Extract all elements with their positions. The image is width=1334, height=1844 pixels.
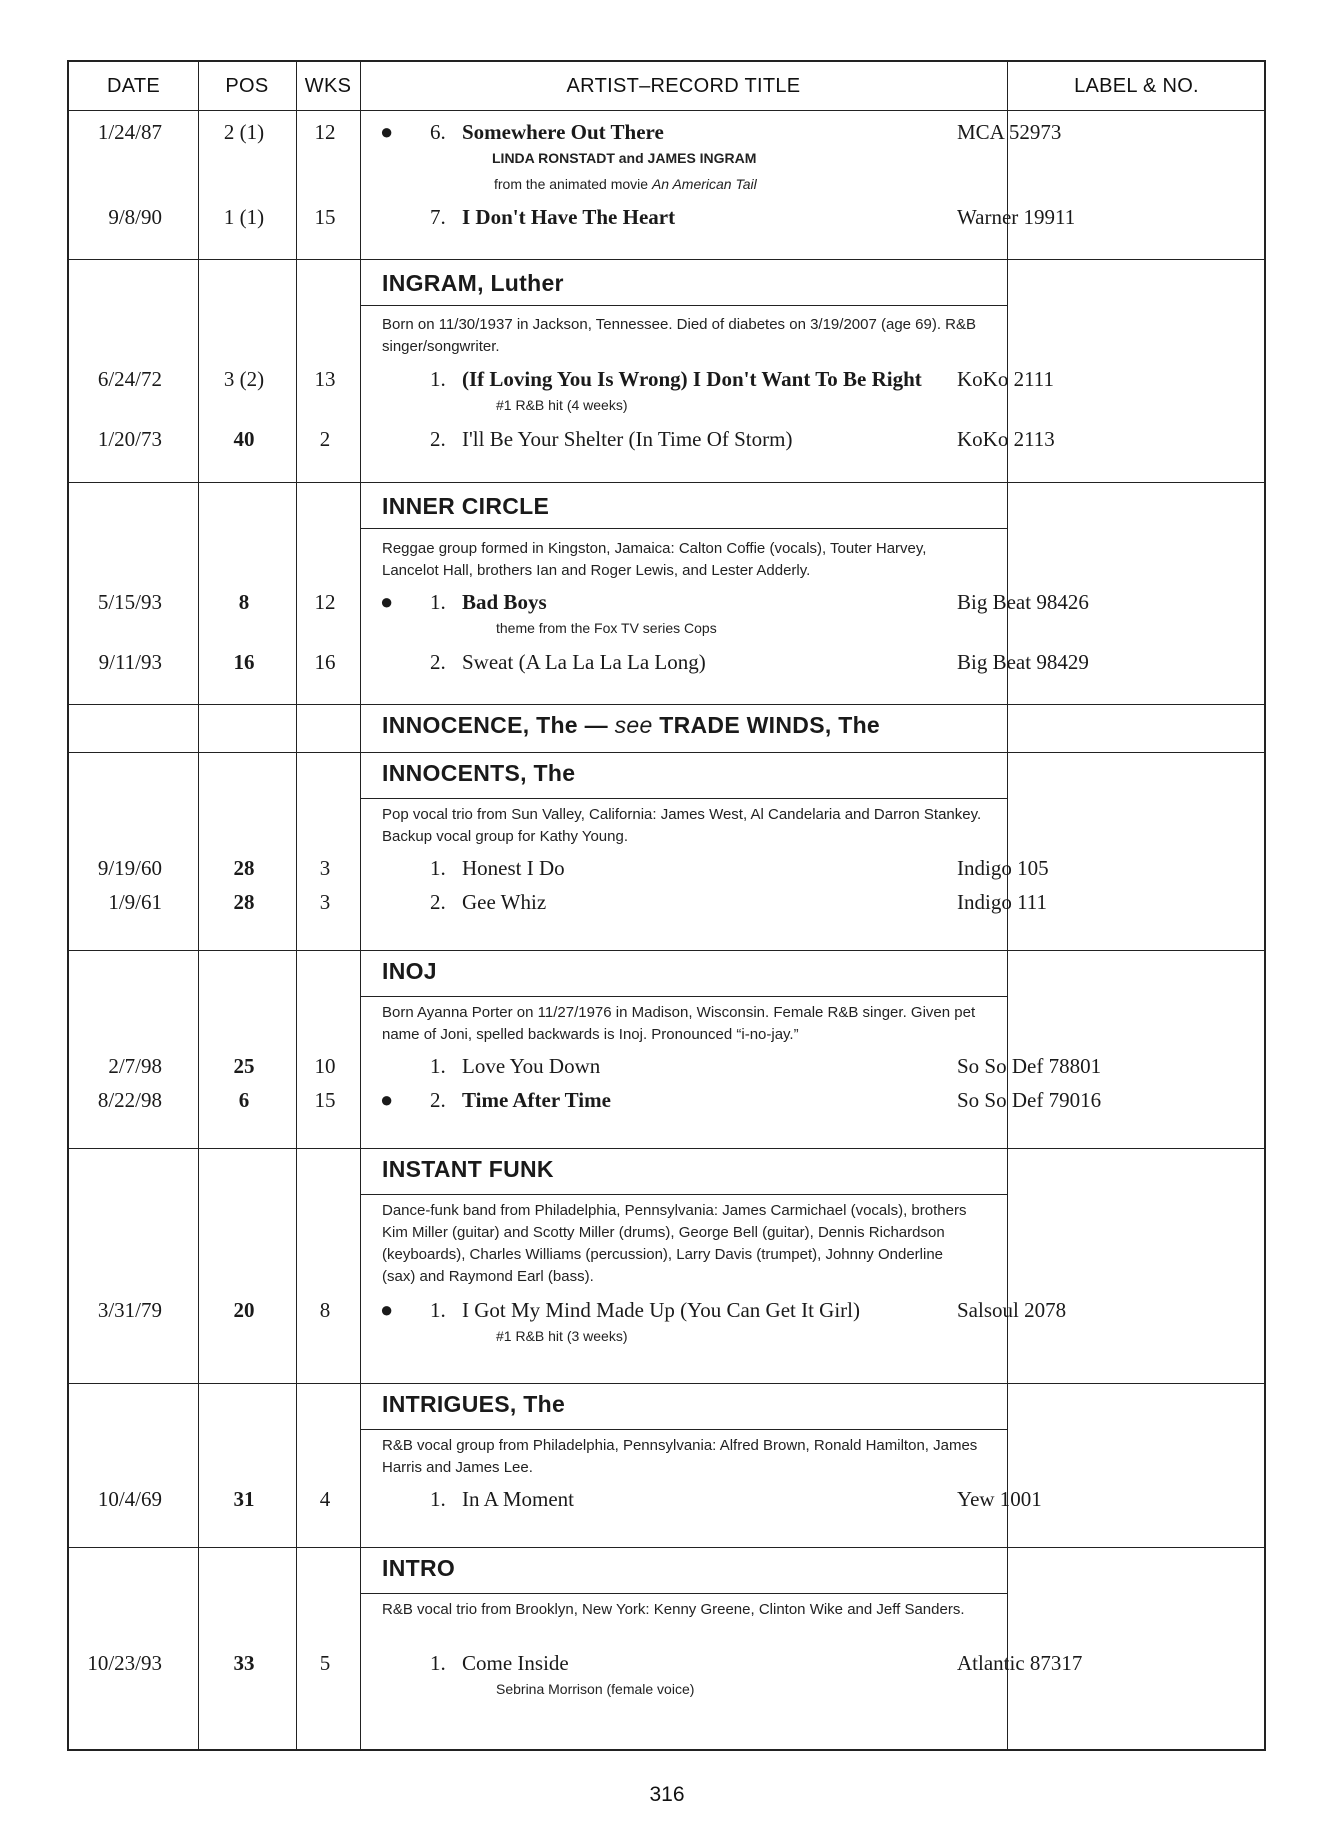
record-label: Indigo 105 [957, 856, 1049, 880]
artist-cross-reference [382, 712, 880, 739]
artist-box-divider [360, 996, 1007, 997]
gold-record-bullet-icon: ● [380, 119, 394, 144]
record-note: Sebrina Morrison (female voice) [496, 1681, 695, 1697]
artist-name: INOJ [382, 958, 437, 984]
entry-weeks: 12 [314, 590, 336, 614]
record-title: Somewhere Out There [462, 120, 664, 144]
entry-number: 1. [430, 1298, 446, 1322]
entry-weeks: 3 [319, 890, 331, 914]
entry-number: 1. [430, 1651, 446, 1675]
artist-bio: Reggae group formed in Kingston, Jamaica: Calton Coffie (vocals), Touter Harvey, Lancelot Hall, brothers Ian and Roger Lewis, and Lester Adderly. [382, 540, 927, 579]
record-label: So So Def 78801 [957, 1054, 1102, 1078]
record-label: Salsoul 2078 [957, 1298, 1067, 1322]
entry-date: 8/22/98 [97, 1088, 162, 1112]
entry-weeks: 16 [314, 650, 336, 674]
entry-number: 1. [430, 367, 446, 391]
entry-number: 1. [430, 590, 446, 614]
entry-date: 1/9/61 [108, 890, 162, 914]
artist-box-divider [360, 798, 1007, 799]
record-label: So So Def 79016 [957, 1088, 1102, 1112]
artist-bio: Born on 11/30/1937 in Jackson, Tennessee. Died of diabetes on 3/19/2007 (age 69). R&B singer/songwriter. [382, 316, 977, 355]
record-credit: LINDA RONSTADT and JAMES INGRAM [492, 150, 757, 166]
note-text: from the animated movie [494, 176, 649, 192]
entry-weeks: 8 [319, 1298, 331, 1322]
record-label: Big Beat 98429 [957, 650, 1089, 674]
entry-peak-position: 31 [233, 1487, 255, 1511]
entry-peak-position: 33 [233, 1651, 255, 1675]
row-divider [69, 950, 1264, 951]
entry-date: 6/24/72 [97, 367, 162, 391]
gold-record-bullet-icon: ● [380, 1087, 394, 1112]
entry-date: 1/20/73 [97, 427, 162, 451]
record-label: KoKo 2111 [957, 367, 1055, 391]
artist-box-divider [360, 1429, 1007, 1430]
entry-date: 10/4/69 [97, 1487, 162, 1511]
entry-date: 3/31/79 [97, 1298, 162, 1322]
record-label: MCA 52973 [957, 120, 1062, 144]
record-title: I Got My Mind Made Up (You Can Get It Girl) [462, 1298, 861, 1322]
record-title: I Don't Have The Heart [462, 205, 676, 229]
header-date: DATE [106, 75, 161, 97]
artist-name: INTRO [382, 1555, 456, 1581]
row-divider [69, 110, 1264, 111]
entry-number: 1. [430, 856, 446, 880]
entry-date: 1/24/87 [97, 120, 162, 144]
artist-name: INGRAM, Luther [382, 270, 564, 296]
gold-record-bullet-icon: ● [380, 589, 394, 614]
entry-weeks: 3 [319, 856, 331, 880]
entry-peak-position: 28 [233, 856, 255, 880]
row-divider [69, 482, 1264, 483]
artist-bio: Born Ayanna Porter on 11/27/1976 in Madison, Wisconsin. Female R&B singer. Given pet name of Joni, spelled backwards is Inoj. Pronounced “i-no-jay.” [382, 1004, 976, 1043]
row-divider [69, 1547, 1264, 1548]
record-title: Time After Time [462, 1088, 611, 1112]
artist-bio: Dance-funk band from Philadelphia, Pennsylvania: James Carmichael (vocals), brothers Kim Miller (guitar) and Scotty Miller (drums), George Bell (guitar), Dennis Richardson (keyboards), Charles Williams (percussion), Larry Davis (trumpet), Johnny Onderline (sax) and Raymond Earl (bass). [382, 1202, 967, 1285]
record-title: Honest I Do [462, 856, 565, 880]
entry-number: 2. [430, 650, 446, 674]
artist-name: INTRIGUES, The [382, 1391, 566, 1417]
entry-weeks: 5 [319, 1651, 331, 1675]
entry-date: 2/7/98 [108, 1054, 162, 1078]
artist-bio: Pop vocal trio from Sun Valley, California: James West, Al Candelaria and Darron Stankey. Backup vocal group for Kathy Young. [382, 806, 982, 845]
artist-bio: R&B vocal group from Philadelphia, Pennsylvania: Alfred Brown, Ronald Hamilton, James Harris and James Lee. [382, 1437, 978, 1476]
entry-peak-position: 6 [238, 1088, 250, 1112]
artist-box-divider [360, 305, 1007, 306]
movie-title: An American Tail [651, 176, 757, 192]
record-label: Indigo 111 [957, 890, 1048, 914]
row-divider [69, 1383, 1264, 1384]
entry-peak-position: 20 [233, 1298, 255, 1322]
record-title: Love You Down [462, 1054, 601, 1078]
entry-date: 9/8/90 [108, 205, 162, 229]
entry-number: 6. [430, 120, 446, 144]
record-label: Yew 1001 [957, 1487, 1042, 1511]
entry-number: 1. [430, 1054, 446, 1078]
entry-peak-position: 3 (2) [223, 367, 265, 391]
entry-peak-position: 28 [233, 890, 255, 914]
record-note: #1 R&B hit (4 weeks) [496, 397, 628, 413]
row-divider [69, 752, 1264, 753]
record-title: Sweat (A La La La La Long) [462, 650, 706, 674]
record-title: In A Moment [462, 1487, 575, 1511]
artist-box-divider [360, 528, 1007, 529]
record-title: (If Loving You Is Wrong) I Don't Want To Be Right [462, 367, 922, 391]
entry-peak-position: 40 [233, 427, 255, 451]
record-title: Gee Whiz [462, 890, 547, 914]
entry-number: 2. [430, 890, 446, 914]
entry-peak-position: 25 [233, 1054, 255, 1078]
artist-name: INNER CIRCLE [382, 493, 550, 519]
reference-target: TRADE WINDS, The [659, 712, 881, 738]
header-wks: WKS [304, 75, 352, 97]
col-divider-wks [360, 62, 361, 1749]
entry-number: 1. [430, 1487, 446, 1511]
entry-number: 2. [430, 427, 446, 451]
entry-weeks: 15 [314, 205, 336, 229]
row-divider [69, 259, 1264, 260]
row-divider [69, 704, 1264, 705]
record-title: Come Inside [462, 1651, 569, 1675]
entry-weeks: 13 [314, 367, 336, 391]
header-label-no: LABEL & NO. [1074, 75, 1199, 97]
record-title: I'll Be Your Shelter (In Time Of Storm) [462, 427, 793, 451]
entry-date: 5/15/93 [97, 590, 162, 614]
entry-weeks: 10 [314, 1054, 336, 1078]
record-note: #1 R&B hit (3 weeks) [496, 1328, 628, 1344]
entry-weeks: 12 [314, 120, 336, 144]
see-reference: see [614, 712, 653, 738]
header-pos: POS [225, 75, 269, 97]
artist-box-divider [360, 1593, 1007, 1594]
entry-weeks: 4 [319, 1487, 331, 1511]
page-number: 316 [649, 1783, 685, 1806]
entry-date: 10/23/93 [87, 1651, 162, 1675]
artist-name: INSTANT FUNK [382, 1156, 554, 1182]
artist-name: INNOCENCE, The — [382, 712, 608, 738]
entry-peak-position: 8 [238, 590, 250, 614]
entry-peak-position: 16 [233, 650, 255, 674]
record-title: Bad Boys [462, 590, 547, 614]
entry-peak-position: 2 (1) [223, 120, 265, 144]
gold-record-bullet-icon: ● [380, 1297, 394, 1322]
entry-weeks: 15 [314, 1088, 336, 1112]
record-note [494, 176, 757, 192]
record-label: Warner 19911 [957, 205, 1076, 229]
header-artist-title: ARTIST–RECORD TITLE [566, 75, 801, 97]
record-label: KoKo 2113 [957, 427, 1055, 451]
entry-number: 7. [430, 205, 446, 229]
artist-bio: R&B vocal trio from Brooklyn, New York: Kenny Greene, Clinton Wike and Jeff Sanders. [382, 1601, 965, 1618]
artist-box-divider [360, 1194, 1007, 1195]
record-label: Atlantic 87317 [957, 1651, 1083, 1675]
record-note: theme from the Fox TV series Cops [496, 620, 717, 636]
entry-date: 9/19/60 [97, 856, 162, 880]
entry-date: 9/11/93 [98, 650, 162, 674]
row-divider [69, 1148, 1264, 1149]
record-label: Big Beat 98426 [957, 590, 1089, 614]
entry-peak-position: 1 (1) [223, 205, 265, 229]
entry-number: 2. [430, 1088, 446, 1112]
entry-weeks: 2 [319, 427, 331, 451]
artist-name: INNOCENTS, The [382, 760, 576, 786]
